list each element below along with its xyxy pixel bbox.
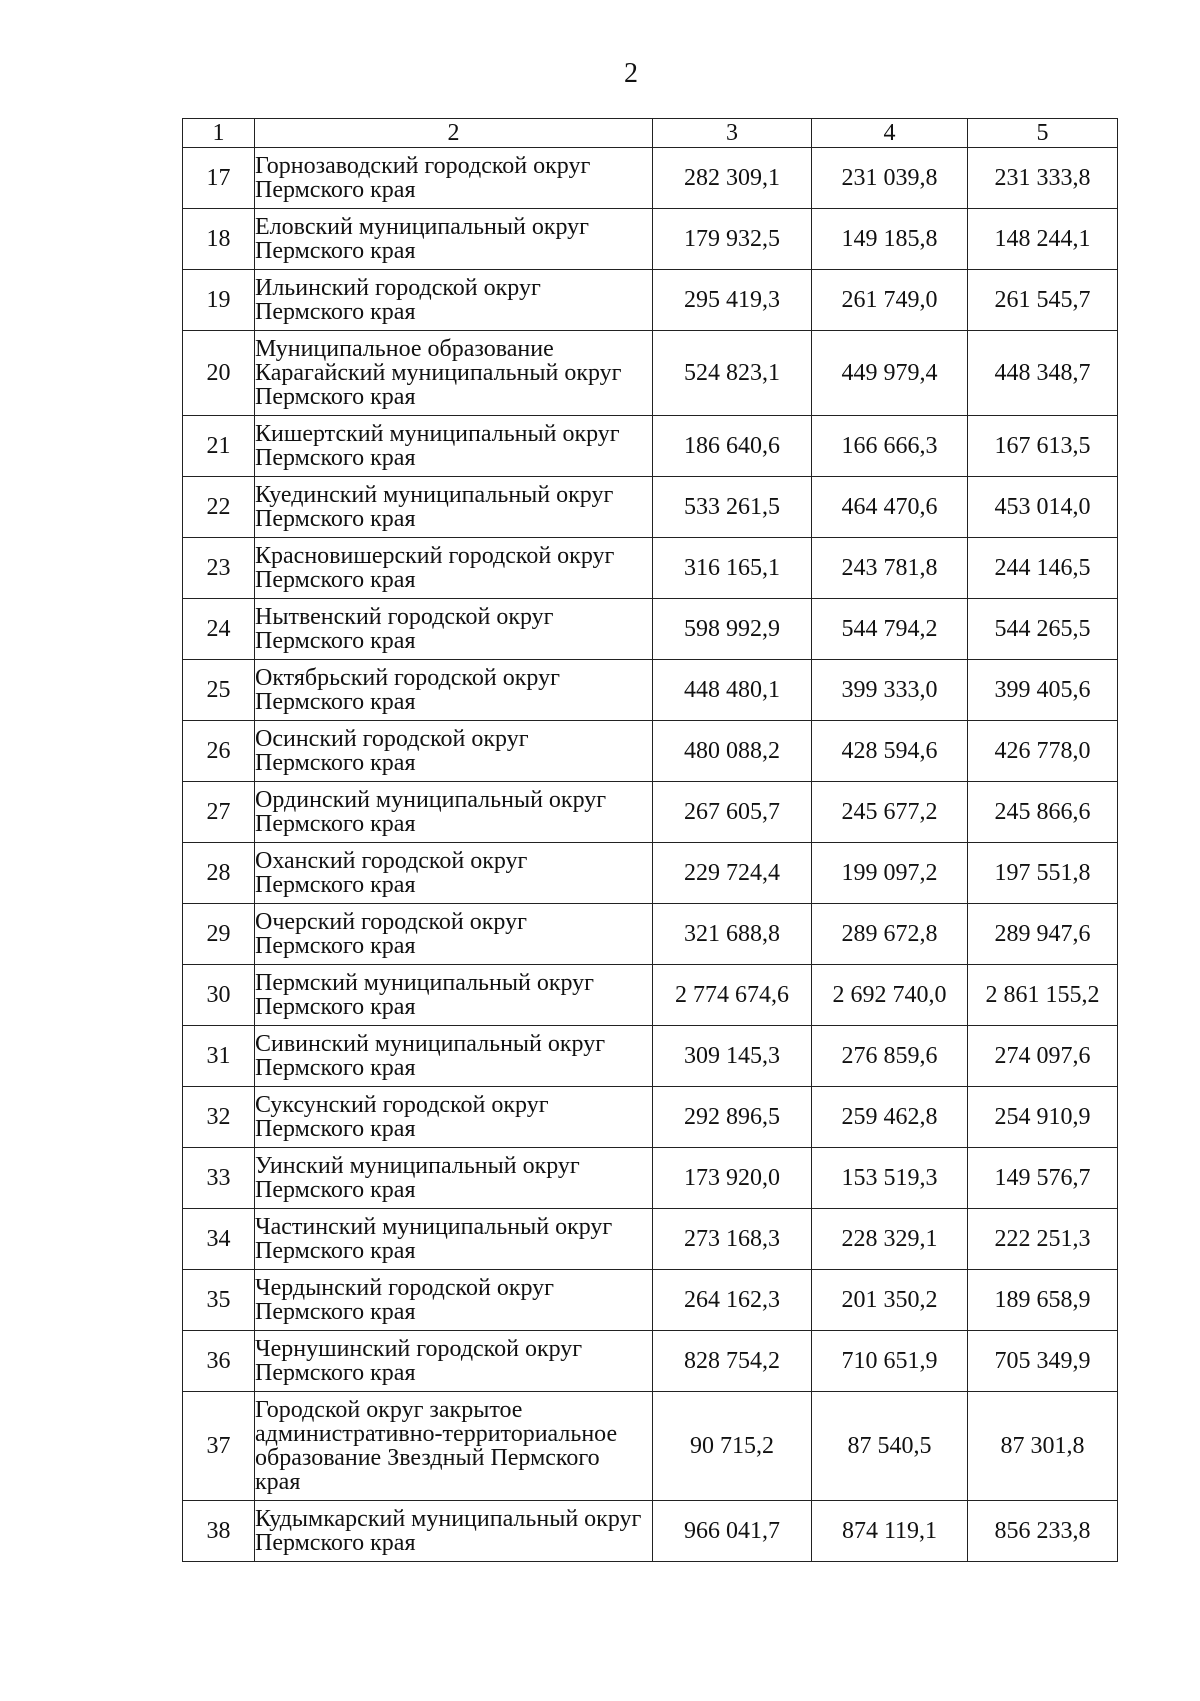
value-col5-cell: 167 613,5 [968, 416, 1118, 477]
row-number-cell: 34 [183, 1209, 255, 1270]
value-col4-cell: 166 666,3 [812, 416, 968, 477]
table-row [183, 721, 1118, 782]
table-row [183, 1392, 1118, 1501]
row-number-cell: 23 [183, 538, 255, 599]
value-col5-cell: 254 910,9 [968, 1087, 1118, 1148]
row-number-cell: 35 [183, 1270, 255, 1331]
value-col5-cell: 189 658,9 [968, 1270, 1118, 1331]
municipality-name-cell: Очерский городской округ Пермского края [255, 904, 653, 965]
value-col5-cell: 87 301,8 [968, 1392, 1118, 1501]
value-col4-cell: 259 462,8 [812, 1087, 968, 1148]
value-col5-cell: 399 405,6 [968, 660, 1118, 721]
page-number: 2 [624, 58, 638, 89]
value-col3-cell: 966 041,7 [653, 1501, 812, 1562]
value-col5-cell: 231 333,8 [968, 148, 1118, 209]
table-body [183, 148, 1118, 1562]
row-number-cell: 33 [183, 1148, 255, 1209]
value-col4-cell: 228 329,1 [812, 1209, 968, 1270]
table-row [183, 331, 1118, 416]
value-col3-cell: 186 640,6 [653, 416, 812, 477]
table-row [183, 1209, 1118, 1270]
header-cell-3: 3 [653, 119, 812, 148]
budget-table [182, 118, 1118, 1562]
table-row [183, 965, 1118, 1026]
row-number-cell: 18 [183, 209, 255, 270]
value-col5-cell: 149 576,7 [968, 1148, 1118, 1209]
table-row [183, 1501, 1118, 1562]
table-row [183, 1026, 1118, 1087]
municipality-name-cell: Частинский муниципальный округ Пермского края [255, 1209, 653, 1270]
value-col3-cell: 828 754,2 [653, 1331, 812, 1392]
value-col4-cell: 149 185,8 [812, 209, 968, 270]
value-col5-cell: 274 097,6 [968, 1026, 1118, 1087]
table-row [183, 782, 1118, 843]
value-col4-cell: 464 470,6 [812, 477, 968, 538]
table-row [183, 843, 1118, 904]
table-row [183, 1148, 1118, 1209]
municipality-name-cell: Кудымкарский муниципальный округ Пермского края [255, 1501, 653, 1562]
municipality-name-cell: Куединский муниципальный округ Пермского края [255, 477, 653, 538]
value-col4-cell: 201 350,2 [812, 1270, 968, 1331]
value-col4-cell: 874 119,1 [812, 1501, 968, 1562]
value-col4-cell: 2 692 740,0 [812, 965, 968, 1026]
municipality-name-cell: Еловский муниципальный округ Пермского края [255, 209, 653, 270]
table-row [183, 416, 1118, 477]
row-number-cell: 21 [183, 416, 255, 477]
row-number-cell: 36 [183, 1331, 255, 1392]
header-cell-4: 4 [812, 119, 968, 148]
municipality-name-cell: Ильинский городской округ Пермского края [255, 270, 653, 331]
value-col3-cell: 267 605,7 [653, 782, 812, 843]
municipality-name-cell: Осинский городской округ Пермского края [255, 721, 653, 782]
value-col5-cell: 222 251,3 [968, 1209, 1118, 1270]
table-row [183, 148, 1118, 209]
value-col3-cell: 282 309,1 [653, 148, 812, 209]
value-col4-cell: 449 979,4 [812, 331, 968, 416]
value-col5-cell: 2 861 155,2 [968, 965, 1118, 1026]
table-row [183, 477, 1118, 538]
header-cell-5: 5 [968, 119, 1118, 148]
value-col4-cell: 399 333,0 [812, 660, 968, 721]
value-col4-cell: 544 794,2 [812, 599, 968, 660]
value-col3-cell: 321 688,8 [653, 904, 812, 965]
value-col5-cell: 245 866,6 [968, 782, 1118, 843]
value-col4-cell: 428 594,6 [812, 721, 968, 782]
municipality-name-cell: Нытвенский городской округ Пермского края [255, 599, 653, 660]
header-row [183, 119, 1118, 148]
table-row [183, 1331, 1118, 1392]
value-col4-cell: 243 781,8 [812, 538, 968, 599]
value-col3-cell: 173 920,0 [653, 1148, 812, 1209]
table-row [183, 599, 1118, 660]
row-number-cell: 30 [183, 965, 255, 1026]
municipality-name-cell: Пермский муниципальный округ Пермского края [255, 965, 653, 1026]
value-col4-cell: 87 540,5 [812, 1392, 968, 1501]
row-number-cell: 37 [183, 1392, 255, 1501]
table-row [183, 209, 1118, 270]
municipality-name-cell: Ординский муниципальный округ Пермского края [255, 782, 653, 843]
value-col4-cell: 289 672,8 [812, 904, 968, 965]
row-number-cell: 19 [183, 270, 255, 331]
row-number-cell: 27 [183, 782, 255, 843]
table-row [183, 1270, 1118, 1331]
value-col3-cell: 480 088,2 [653, 721, 812, 782]
municipality-name-cell: Городской округ закрытое административно-территориальное образование Звездный Пермского края [255, 1392, 653, 1501]
row-number-cell: 28 [183, 843, 255, 904]
value-col5-cell: 453 014,0 [968, 477, 1118, 538]
header-cell-1: 1 [183, 119, 255, 148]
value-col3-cell: 448 480,1 [653, 660, 812, 721]
municipality-name-cell: Чердынский городской округ Пермского края [255, 1270, 653, 1331]
row-number-cell: 26 [183, 721, 255, 782]
row-number-cell: 17 [183, 148, 255, 209]
value-col3-cell: 229 724,4 [653, 843, 812, 904]
row-number-cell: 24 [183, 599, 255, 660]
value-col4-cell: 276 859,6 [812, 1026, 968, 1087]
value-col4-cell: 199 097,2 [812, 843, 968, 904]
value-col5-cell: 261 545,7 [968, 270, 1118, 331]
value-col5-cell: 148 244,1 [968, 209, 1118, 270]
value-col5-cell: 289 947,6 [968, 904, 1118, 965]
value-col3-cell: 309 145,3 [653, 1026, 812, 1087]
value-col3-cell: 598 992,9 [653, 599, 812, 660]
value-col5-cell: 856 233,8 [968, 1501, 1118, 1562]
table-row [183, 270, 1118, 331]
value-col4-cell: 153 519,3 [812, 1148, 968, 1209]
municipality-name-cell: Оханский городской округ Пермского края [255, 843, 653, 904]
municipality-name-cell: Чернушинский городской округ Пермского края [255, 1331, 653, 1392]
row-number-cell: 32 [183, 1087, 255, 1148]
table-row [183, 538, 1118, 599]
value-col5-cell: 197 551,8 [968, 843, 1118, 904]
row-number-cell: 25 [183, 660, 255, 721]
header-cell-2: 2 [255, 119, 653, 148]
value-col3-cell: 2 774 674,6 [653, 965, 812, 1026]
value-col5-cell: 705 349,9 [968, 1331, 1118, 1392]
table-row [183, 1087, 1118, 1148]
value-col3-cell: 316 165,1 [653, 538, 812, 599]
municipality-name-cell: Горнозаводский городской округ Пермского края [255, 148, 653, 209]
value-col5-cell: 244 146,5 [968, 538, 1118, 599]
municipality-name-cell: Уинский муниципальный округ Пермского края [255, 1148, 653, 1209]
value-col5-cell: 448 348,7 [968, 331, 1118, 416]
municipality-name-cell: Муниципальное образование Карагайский муниципальный округ Пермского края [255, 331, 653, 416]
row-number-cell: 20 [183, 331, 255, 416]
table-row [183, 660, 1118, 721]
row-number-cell: 31 [183, 1026, 255, 1087]
value-col5-cell: 544 265,5 [968, 599, 1118, 660]
municipality-name-cell: Красновишерский городской округ Пермского края [255, 538, 653, 599]
value-col3-cell: 292 896,5 [653, 1087, 812, 1148]
value-col3-cell: 90 715,2 [653, 1392, 812, 1501]
municipality-name-cell: Кишертский муниципальный округ Пермского края [255, 416, 653, 477]
municipality-name-cell: Суксунский городской округ Пермского края [255, 1087, 653, 1148]
value-col3-cell: 179 932,5 [653, 209, 812, 270]
value-col4-cell: 245 677,2 [812, 782, 968, 843]
value-col4-cell: 261 749,0 [812, 270, 968, 331]
value-col3-cell: 524 823,1 [653, 331, 812, 416]
value-col3-cell: 264 162,3 [653, 1270, 812, 1331]
value-col3-cell: 273 168,3 [653, 1209, 812, 1270]
value-col4-cell: 231 039,8 [812, 148, 968, 209]
table-row [183, 904, 1118, 965]
row-number-cell: 38 [183, 1501, 255, 1562]
value-col4-cell: 710 651,9 [812, 1331, 968, 1392]
value-col3-cell: 295 419,3 [653, 270, 812, 331]
municipality-name-cell: Сивинский муниципальный округ Пермского края [255, 1026, 653, 1087]
value-col5-cell: 426 778,0 [968, 721, 1118, 782]
row-number-cell: 29 [183, 904, 255, 965]
row-number-cell: 22 [183, 477, 255, 538]
municipality-name-cell: Октябрьский городской округ Пермского края [255, 660, 653, 721]
value-col3-cell: 533 261,5 [653, 477, 812, 538]
